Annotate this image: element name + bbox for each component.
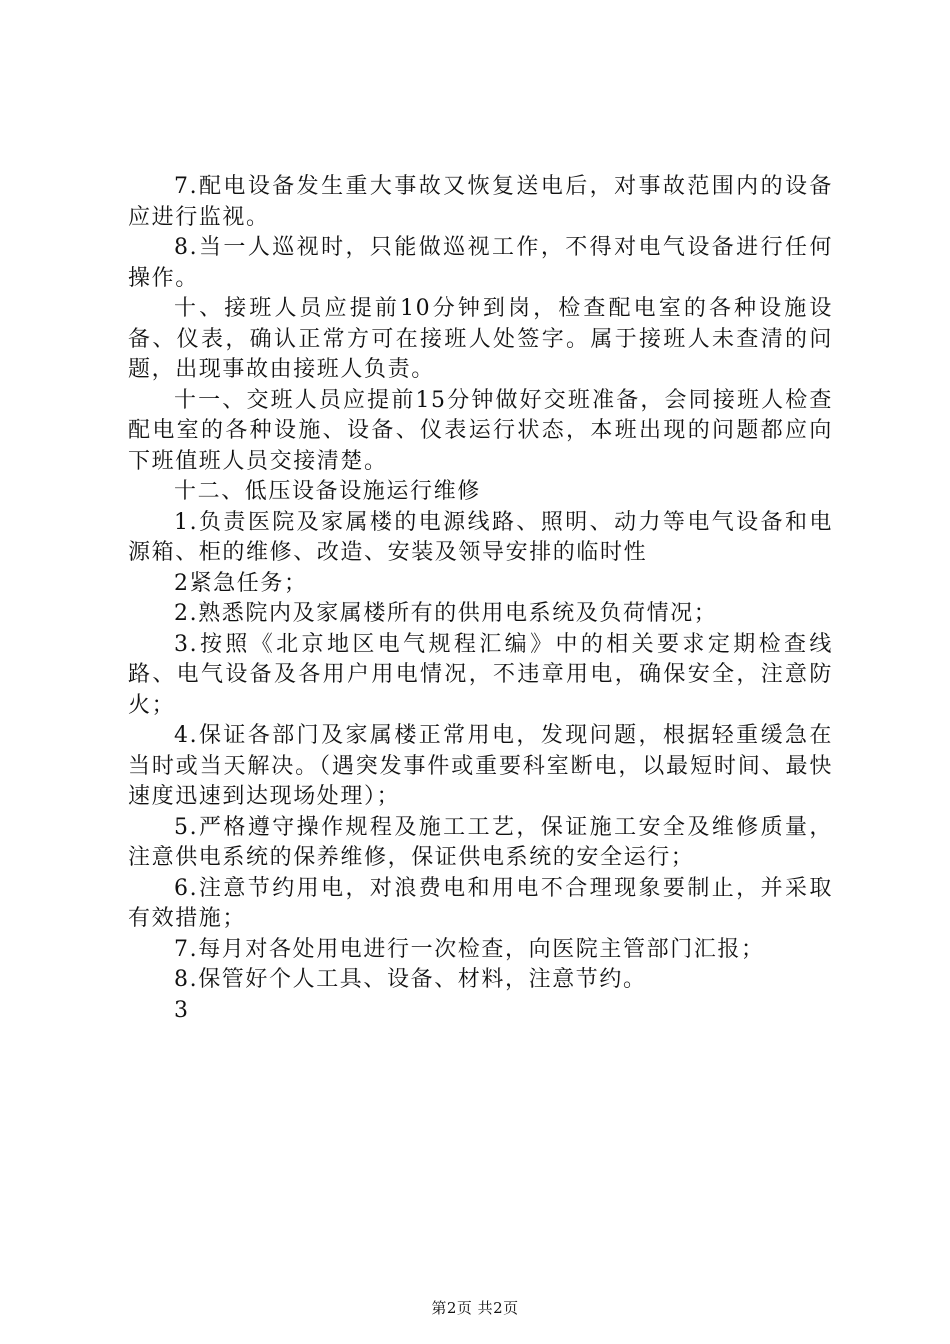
paragraph-duty-3: 3.按照《北京地区电气规程汇编》中的相关要求定期检查线路、电气设备及各用户用电情况，不违章用电，确保安全，注意防火； — [128, 631, 833, 718]
section-heading-12: 十二、低压设备设施运行维修 — [174, 479, 481, 504]
paragraph-section-11: 十一、交班人员应提前15分钟做好交班准备，会同接班人检查配电室的各种设施、设备、仪表运行状态，本班出现的问题都应向下班值班人员交接清楚。 — [128, 387, 833, 474]
paragraph-duty-2: 2.熟悉院内及家属楼所有的供用电系统及负荷情况； — [174, 601, 718, 626]
paragraph-item-8: 8.当一人巡视时，只能做巡视工作，不得对电气设备进行任何操作。 — [128, 235, 833, 291]
paragraph-duty-5: 5.严格遵守操作规程及施工工艺，保证施工安全及维修质量，注意供电系统的保养维修，保证供电系统的安全运行； — [128, 814, 833, 870]
page-footer: 第2页 共2页 — [431, 1299, 519, 1317]
document-body — [128, 172, 833, 1026]
paragraph-duty-7: 7.每月对各处用电进行一次检查，向医院主管部门汇报； — [174, 936, 765, 962]
paragraph-item-7: 7.配电设备发生重大事故又恢复送电后，对事故范围内的设备应进行监视。 — [128, 174, 833, 230]
paragraph-duty-8: 8.保管好个人工具、设备、材料，注意节约。 — [174, 967, 647, 992]
paragraph-section-10: 十、接班人员应提前10分钟到岗，检查配电室的各种设施设备、仪表，确认正常方可在接班人处签字。属于接班人未查清的问题，出现事故由接班人负责。 — [128, 296, 833, 382]
paragraph-duty-4: 4.保证各部门及家属楼正常用电，发现问题，根据轻重缓急在当时或当天解决。（遇突发事件或重要科室断电，以最短时间、最快速度迅速到达现场处理）； — [128, 723, 833, 809]
paragraph-duty-6: 6.注意节约用电，对浪费电和用电不合理现象要制止，并采取有效措施； — [128, 875, 833, 931]
paragraph-duty-1: 1.负责医院及家属楼的电源线路、照明、动力等电气设备和电源箱、柜的维修、改造、安装及领导安排的临时性 — [128, 509, 833, 565]
page-marker-number: 3 — [174, 997, 190, 1023]
paragraph-duty-1-continued: 2紧急任务； — [174, 570, 308, 596]
